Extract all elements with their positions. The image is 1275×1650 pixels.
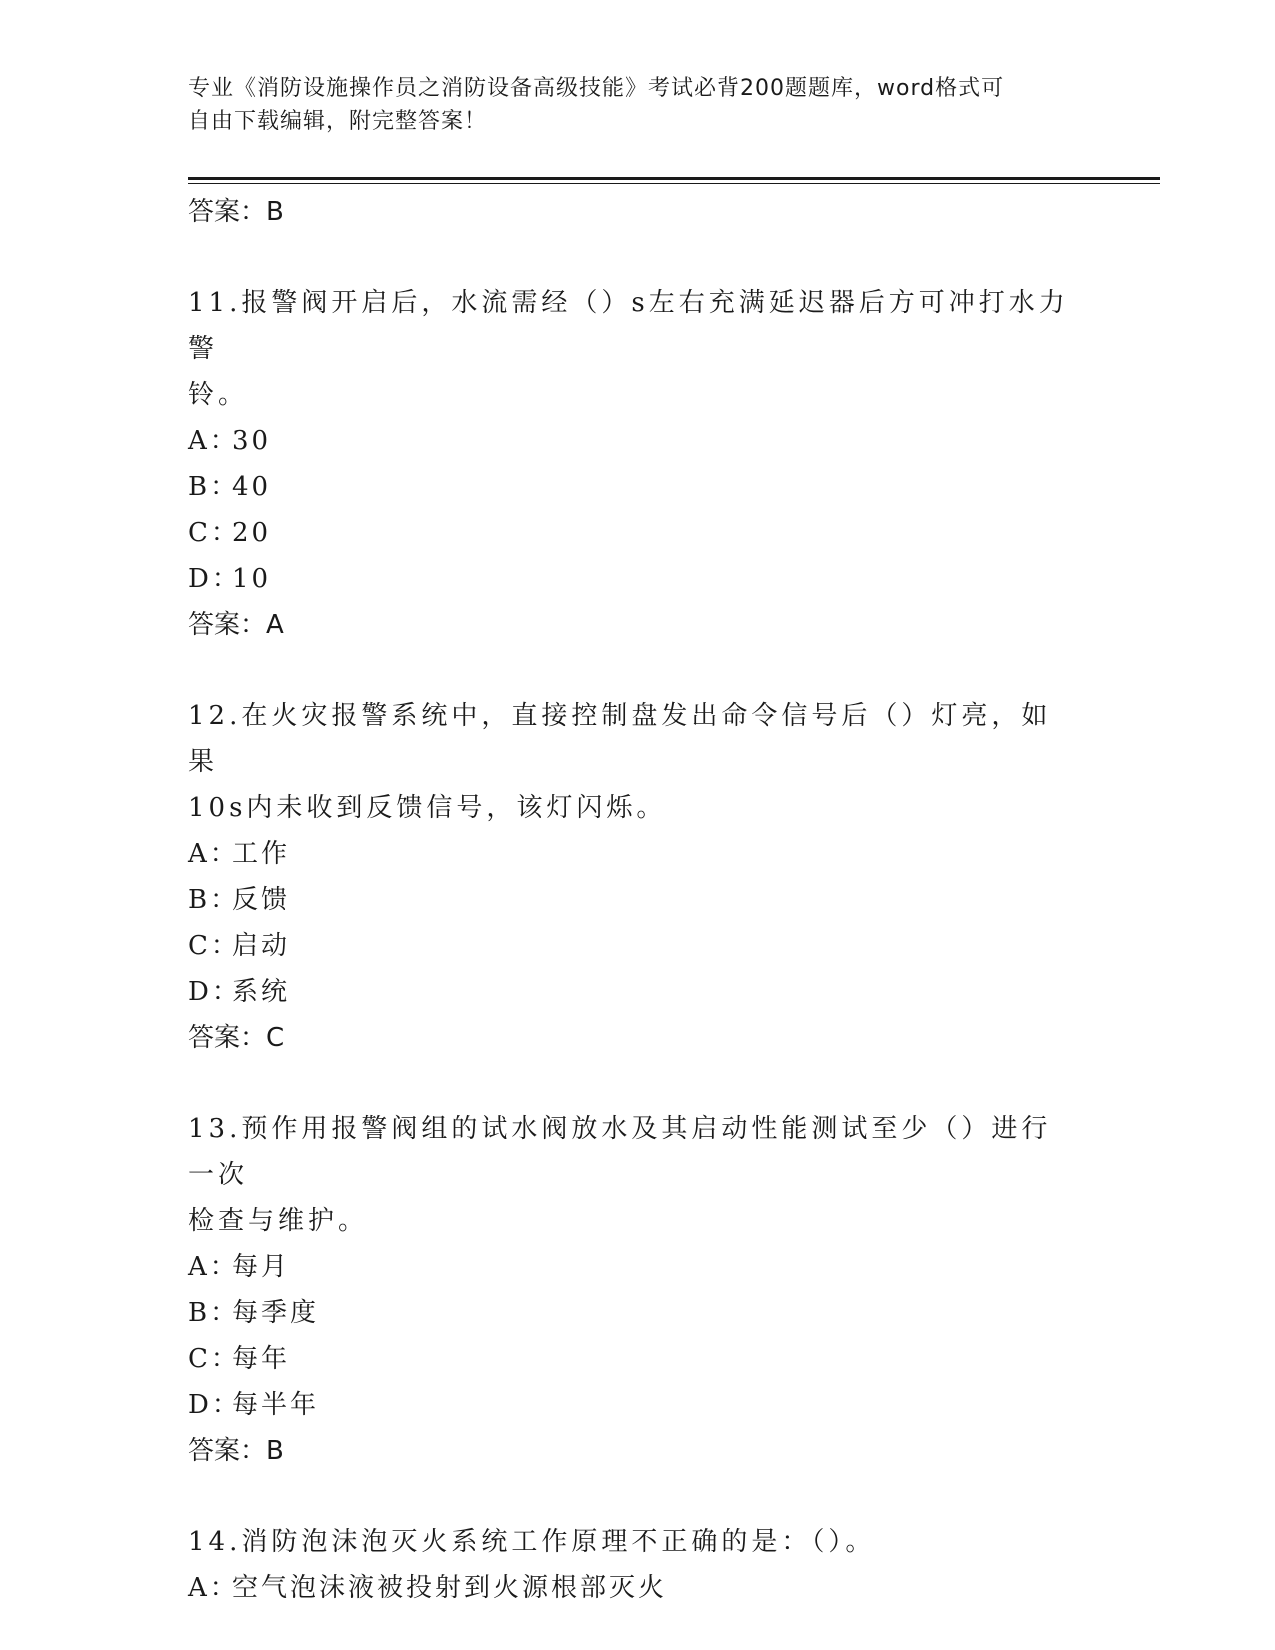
answer: 答案：B: [188, 1436, 284, 1466]
option-d: D：每半年: [188, 1390, 320, 1420]
header-divider-thin: [188, 183, 1160, 184]
question-list: [188, 189, 1088, 1611]
header-divider-thick: [188, 177, 1160, 180]
document-header: [188, 72, 1068, 138]
option-a: A：30: [188, 426, 272, 456]
question-stem: 13.预作用报警阀组的试水阀放水及其启动性能测试至少（）进行一次 检查与维护。: [188, 1114, 1052, 1236]
option-a: A：工作: [188, 839, 291, 869]
option-b: B：40: [188, 472, 272, 502]
option-d: D：10: [188, 564, 272, 594]
header-line-2: 自由下载编辑，附完整答案！: [188, 109, 488, 134]
question-stem: 12.在火灾报警系统中，直接控制盘发出命令信号后（）灯亮，如果 10s内未收到反馈信号，该灯闪烁。: [188, 701, 1052, 823]
answer: 答案：C: [188, 1023, 285, 1053]
question-stem: 14.消防泡沫泡灭火系统工作原理不正确的是：（）。: [188, 1527, 876, 1557]
option-a: A：每月: [188, 1252, 291, 1282]
option-c: C：每年: [188, 1344, 291, 1374]
option-a: A：空气泡沫液被投射到火源根部灭火: [188, 1573, 668, 1603]
question-stem: 11.报警阀开启后，水流需经（）s左右充满延迟器后方可冲打水力警 铃。: [188, 288, 1069, 410]
header-line-1: 专业《消防设施操作员之消防设备高级技能》考试必背200题题库，word格式可: [188, 76, 1005, 101]
answer: 答案：A: [188, 610, 284, 640]
question-14: [188, 1519, 1088, 1611]
previous-answer: 答案：B: [188, 197, 284, 227]
option-d: D：系统: [188, 977, 291, 1007]
option-b: B：反馈: [188, 885, 291, 915]
question-13: [188, 1106, 1088, 1474]
question-12: [188, 693, 1088, 1061]
option-b: B：每季度: [188, 1298, 320, 1328]
question-11: [188, 280, 1088, 648]
option-c: C：启动: [188, 931, 291, 961]
option-c: C：20: [188, 518, 272, 548]
